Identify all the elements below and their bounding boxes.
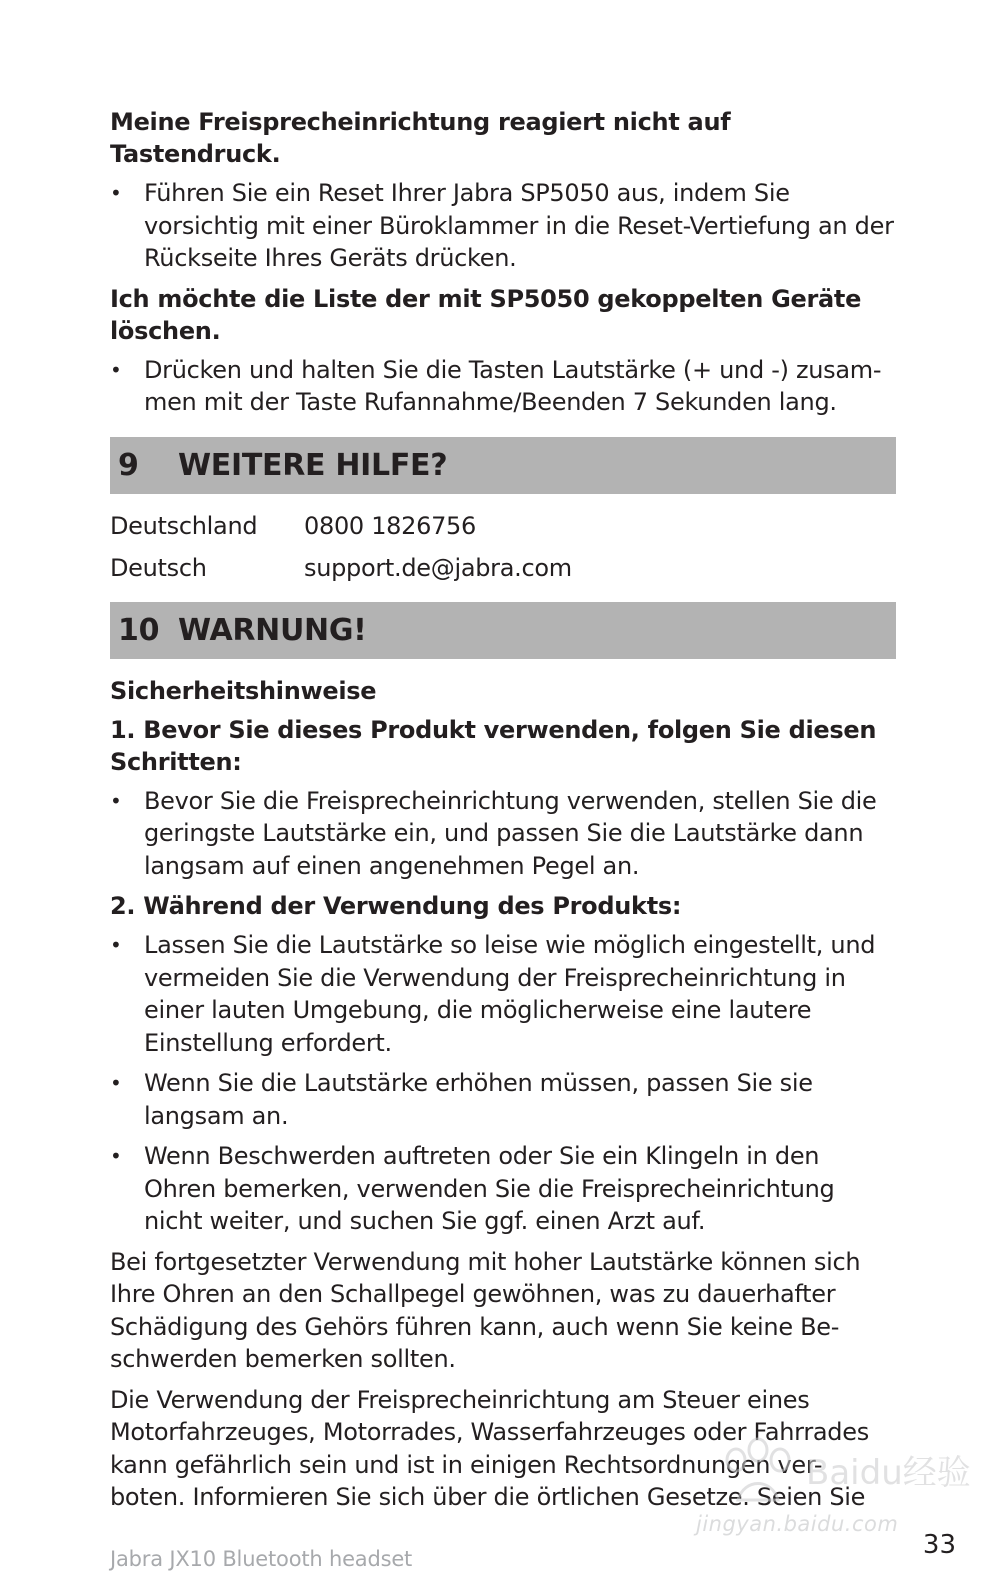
step2-heading: 2. Während der Verwendung des Produkts: <box>110 892 682 920</box>
bullet-icon: • <box>110 1071 122 1095</box>
contact-row-email: Deutsch support.de@jabra.com <box>110 553 572 582</box>
list-item: • Führen Sie ein Reset Ihrer Jabra SP5050 aus, indem Sie vorsichtig mit einer Büroklammer in die Reset-Vertiefung an der Rückseite Ihres Geräts drücken. <box>110 177 896 275</box>
faq-heading-no-response: Meine Freisprecheinrichtung reagiert nicht auf Tastendruck. <box>110 108 731 168</box>
list-item: • Drücken und halten Sie die Tasten Lautstärke (+ und -) zusam-men mit der Taste Rufannahme/Beenden 7 Sekunden lang. <box>110 354 896 419</box>
body-paragraph: Bei fortgesetzter Verwendung mit hoher Lautstärke können sich Ihre Ohren an den Schallpegel gewöhnen, was zu dauerhafter Schädigung des Gehörs führen kann, auch wenn Sie keine Be-schwerden bemerken sollten. <box>110 1247 861 1373</box>
page-content <box>110 106 896 1522</box>
section-title: WARNUNG! <box>178 612 367 648</box>
contact-row-phone: Deutschland 0800 1826756 <box>110 511 476 540</box>
bullet-icon: • <box>110 933 122 957</box>
step1-heading: 1. Bevor Sie dieses Produkt verwenden, folgen Sie diesen Schritten: <box>110 715 877 776</box>
bullet-icon: • <box>110 1144 122 1168</box>
section-number: 9 <box>118 447 139 483</box>
list-item: • Bevor Sie die Freisprecheinrichtung verwenden, stellen Sie die geringste Lautstärke ein, und passen Sie die Lautstärke dann langsam auf einen angenehmen Pegel an. <box>110 785 896 883</box>
footer-product-name: Jabra JX10 Bluetooth headset <box>110 1547 413 1571</box>
section-title: WEITERE HILFE? <box>178 447 448 483</box>
body-paragraph: Die Verwendung der Freisprecheinrichtung am Steuer eines Motorfahrzeuges, Motorrades, Wasserfahrzeuges oder Fahrrades kann gefährlich sein und ist in einigen Rechtsordnungen ver-boten. Informieren Sie sich über die örtlichen Gesetze. Seien Sie <box>110 1385 869 1511</box>
section-header-further-help <box>110 437 896 494</box>
bullet-icon: • <box>110 181 122 205</box>
baidu-watermark <box>696 1420 971 1540</box>
list-item: • Wenn Sie die Lautstärke erhöhen müssen, passen Sie sie langsam an. <box>110 1067 896 1132</box>
svg-text:Baidu经验: Baidu经验 <box>806 1453 971 1493</box>
page-number: 33 <box>922 1530 956 1560</box>
list-item: • Wenn Beschwerden auftreten oder Sie ein Klingeln in den Ohren bemerken, verwenden Sie die Freisprecheinrichtung nicht weiter, und suchen Sie ggf. einen Arzt auf. <box>110 1140 896 1238</box>
baidu-paw-icon <box>696 1420 971 1515</box>
faq-heading-clear-pairing: Ich möchte die Liste der mit SP5050 gekoppelten Geräte löschen. <box>110 284 862 345</box>
section-header-warning <box>110 602 896 659</box>
bullet-icon: • <box>110 357 122 382</box>
safety-subheading: Sicherheitshinweise <box>110 676 377 705</box>
watermark-url: jingyan.baidu.com <box>696 1512 899 1536</box>
list-item: • Lassen Sie die Lautstärke so leise wie möglich eingestellt, und vermeiden Sie die Verwendung der Freisprecheinrichtung in einer lauten Umgebung, die möglicherweise eine lautere Einstellung erfordert. <box>110 929 896 1059</box>
section-number: 10 <box>118 612 160 648</box>
bullet-icon: • <box>110 788 122 813</box>
